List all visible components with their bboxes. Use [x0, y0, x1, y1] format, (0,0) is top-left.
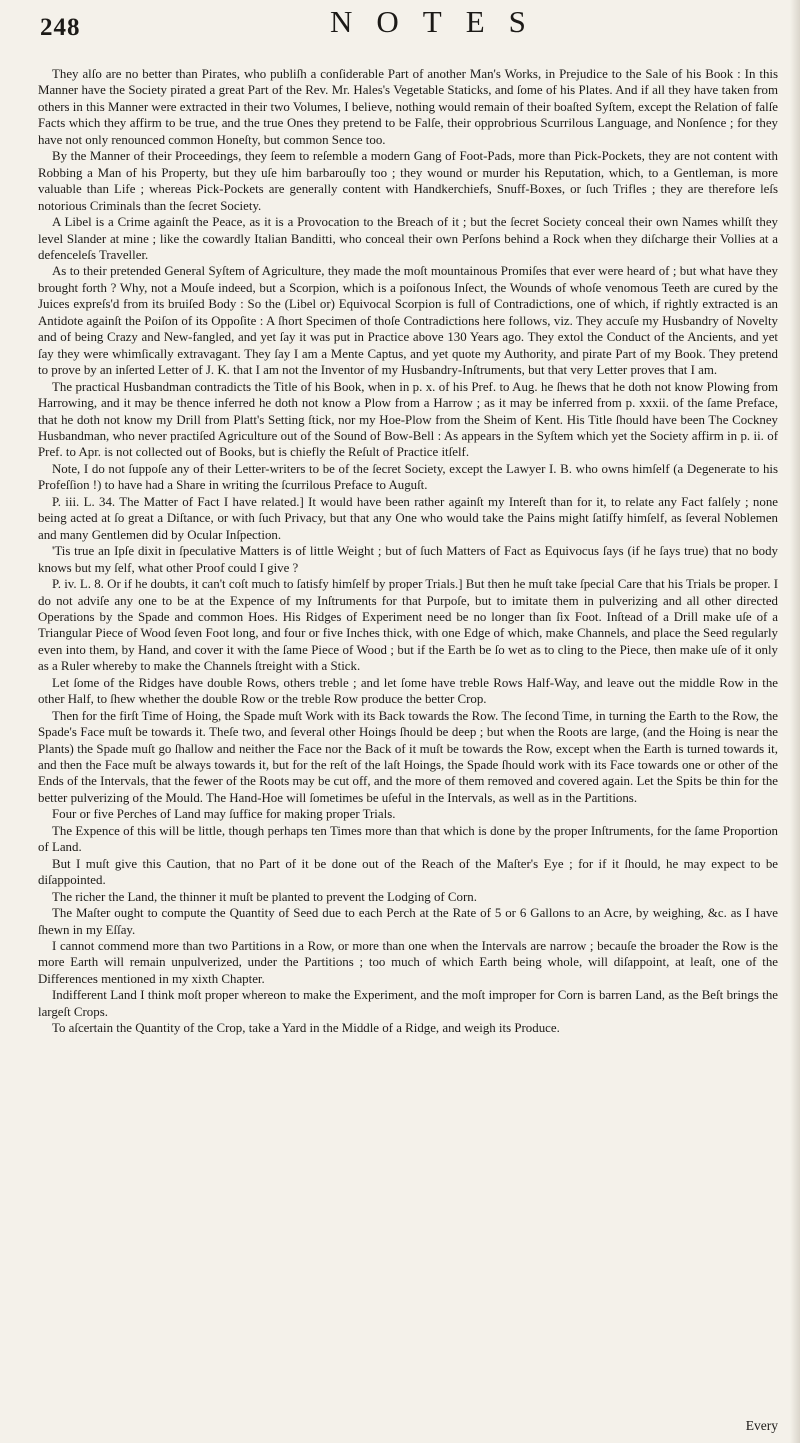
body-text: [38, 66, 778, 1037]
paragraph: Then for the firſt Time of Hoing, the Spade muſt Work with its Back towards the Row. The ſecond Time, in turning the Earth to the Row, the Spade's Face muſt be towards it. Theſe two, and ſeveral other Hoings ſhould be deep ; but when the Roots are large, (and the Hoing is near the Plants) the Spade muſt go ſhallow and neither the Face nor the Back of it muſt be towards the Row, except when the Earth is turned towards it, and then the Face muſt be always towards it, but for the reſt of the laſt Hoings, the Spade ſhould work with its Face towards one or other of the Ends of the Intervals, that the fewer of the Roots may be cut off, and the more of them removed and covered again. Let the Spits be thin for the better pulverizing of the Mould. The Hand-Hoe will ſometimes be uſeful in the Intervals, as well as in the Partitions.: [38, 708, 778, 805]
paragraph: They alſo are no better than Pirates, who publiſh a conſiderable Part of another Man's Works, in Prejudice to the Sale of his Book : In this Manner have the Society pirated a great Part of the Rev. Mr. Hales's Vegetable Staticks, and ſome of his Plates. And if all they have taken from others in this Manner were extracted in their two Volumes, I believe, nothing would remain of their boaſted Syſtem, except the Relation of falſe Facts which they affirm to be true, and the true Ones they pretend to be Falſe, their opprobrious Scurrilous Language, and Nonſence ; for they have not only renounced common Honeſty, but common Sence too.: [38, 67, 778, 147]
paragraph: The Maſter ought to compute the Quantity of Seed due to each Perch at the Rate of 5 or 6 Gallons to an Acre, by weighing, &c. as I have ſhewn in my Eſſay.: [38, 906, 778, 937]
paragraph: The richer the Land, the thinner it muſt be planted to prevent the Lodging of Corn.: [52, 889, 477, 904]
paragraph: By the Manner of their Proceedings, they ſeem to reſemble a modern Gang of Foot-Pads, more than Pick-Pockets, they are not content with Robbing a Man of his Property, but they uſe him barbarouſly too ; they wound or murder his Reputation, which, to a Gentleman, is more valuable than Life ; whereas Pick-Pockets are generally content with Handkerchiefs, Snuff-Boxes, or ſuch Trifles ; they are therefore leſs notorious Criminals than the ſecret Society.: [38, 149, 778, 213]
paragraph: Note, I do not ſuppoſe any of their Letter-writers to be of the ſecret Society, except the Lawyer I. B. who owns himſelf (a Degenerate to his Profeſſion !) to have had a Share in writing the ſcurrilous Preface to Auguſt.: [38, 461, 778, 493]
paragraph: To aſcertain the Quantity of the Crop, take a Yard in the Middle of a Ridge, and weigh its Produce.: [52, 1021, 560, 1036]
page-header: [30, 4, 780, 44]
paragraph: P. iii. L. 34. The Matter of Fact I have related.] It would have been rather againſt my Intereſt than for it, to relate any Fact falſely ; none being acted at ſo great a Diſtance, or with ſuch Privacy, but that any One who would take the Pains might ſatiſfy himſelf, as ſeveral Noblemen and many Gentlemen did by Ocular Inſpection.: [38, 494, 778, 542]
paragraph: But I muſt give this Caution, that no Part of it be done out of the Reach of the Maſter's Eye ; for if it ſhould, he may expect to be diſappointed.: [38, 856, 778, 888]
paragraph: 'Tis true an Ipſe dixit in ſpeculative Matters is of little Weight ; but of ſuch Matters of Fact as Equivocus ſays (if he ſays true) that no body knows but my ſelf, what other Proof could I give ?: [38, 544, 778, 575]
page-number: 248: [40, 14, 81, 41]
running-title: NOTES: [330, 4, 550, 39]
paragraph: Indifferent Land I think moſt proper whereon to make the Experiment, and the moſt improper for Corn is barren Land, as the Beſt brings the largeſt Crops.: [38, 988, 778, 1019]
paragraph: The practical Husbandman contradicts the Title of his Book, when in p. x. of his Pref. to Aug. he ſhews that he doth not know Plowing from Harrowing, and it may be thence inferred he doth not know a Plow from a Harrow ; as it may be inferred from p. xxxii. of the ſame Preface, that he doth not know my Drill from Platt's Setting ſtick, nor my Hoe-Plow from the Sheim of Kent. His Title ſhould have been The Cockney Husbandman, who never practiſed Agriculture out of the Sound of Bow-Bell : As appears in the Syſtem which yet the Society affirm in p. ii. of Pref. to Apr. is not collected out of Books, but is chiefly the Reſult of Practice itſelf.: [38, 379, 778, 460]
paragraph: I cannot commend more than two Partitions in a Row, or more than one when the Intervals are narrow ; becauſe the broader the Row is the more Earth will remain unpulverized, under the Partitions ; too much of which Earth being whole, will diſappoint, at leaſt, one of the Differences mentioned in my xixth Chapter.: [38, 939, 778, 986]
paragraph: P. iv. L. 8. Or if he doubts, it can't coſt much to ſatisfy himſelf by proper Trials.] But then he muſt take ſpecial Care that his Trials be proper. I do not adviſe any one to be at the Expence of my Inſtruments for that Purpoſe, but to imitate them in pulverizing and all other directed Operations by the Spade and common Hoes. His Ridges of Experiment need be no longer than ſix Foot. Inſtead of a Drill make uſe of a Triangular Piece of Wood ſeven Foot long, and four or five Inches thick, with one Edge of which, make Channels, and place the Seed regularly even into them, by Hand, and cover it with the ſame Piece of Wood ; but if the Earth be ſo wet as to cling to the Piece, then make uſe of it only as a Ruler whereby to make the Channels ſtreight with a Stick.: [38, 577, 778, 674]
paragraph: The Expence of this will be little, though perhaps ten Times more than that which is done by the proper Inſtruments, for the ſame Proportion of Land.: [38, 823, 778, 855]
paragraph: A Libel is a Crime againſt the Peace, as it is a Provocation to the Breach of it ; but the ſecret Society conceal their own Names whilſt they level Slander at mine ; like the cowardly Italian Banditti, who conceal their own Perſons behind a Rock when they diſcharge their Vollies at a defenceleſs Traveller.: [38, 215, 778, 262]
paragraph: Four or five Perches of Land may ſuffice for making proper Trials.: [52, 807, 396, 822]
paragraph: As to their pretended General Syſtem of Agriculture, they made the moſt mountainous Promiſes that ever were heard of ; but what have they brought forth ? Why, not a Mouſe indeed, but a Scorpion, which is a poiſonous Inſect, the Wounds of whoſe venomous Teeth are cured by the Juices expreſs'd from its bruiſed Body : So the (Libel or) Equivocal Scorpion is full of Contradictions, one of which, if rightly extracted is an Antidote againſt the Poiſon of its Oppoſite : A ſhort Specimen of thoſe Contradictions here follows, viz. They accuſe my Husbandry of Novelty and of being Crazy and New-fangled, and yet ſay it was put in Practice above 130 Years ago. They extol the Conduct of the Ancients, and yet ſay they were whimſically extravagant. They ſay I am a Mente Captus, and yet quote my Authority, and pirate Part of my Book. They pretend to prove by an inſerted Letter of J. K. that I am not the Inventor of my Husbandry-Inſtruments, but that very Letter proves that I am.: [38, 264, 778, 378]
paragraph: Let ſome of the Ridges have double Rows, others treble ; and let ſome have treble Rows Half-Way, and leave out the middle Row in the other Half, to ſhew whether the double Row or the treble Row produce the better Crop.: [38, 675, 778, 707]
catchword: Every: [745, 1418, 778, 1433]
page-edge-shadow: [790, 0, 800, 1443]
